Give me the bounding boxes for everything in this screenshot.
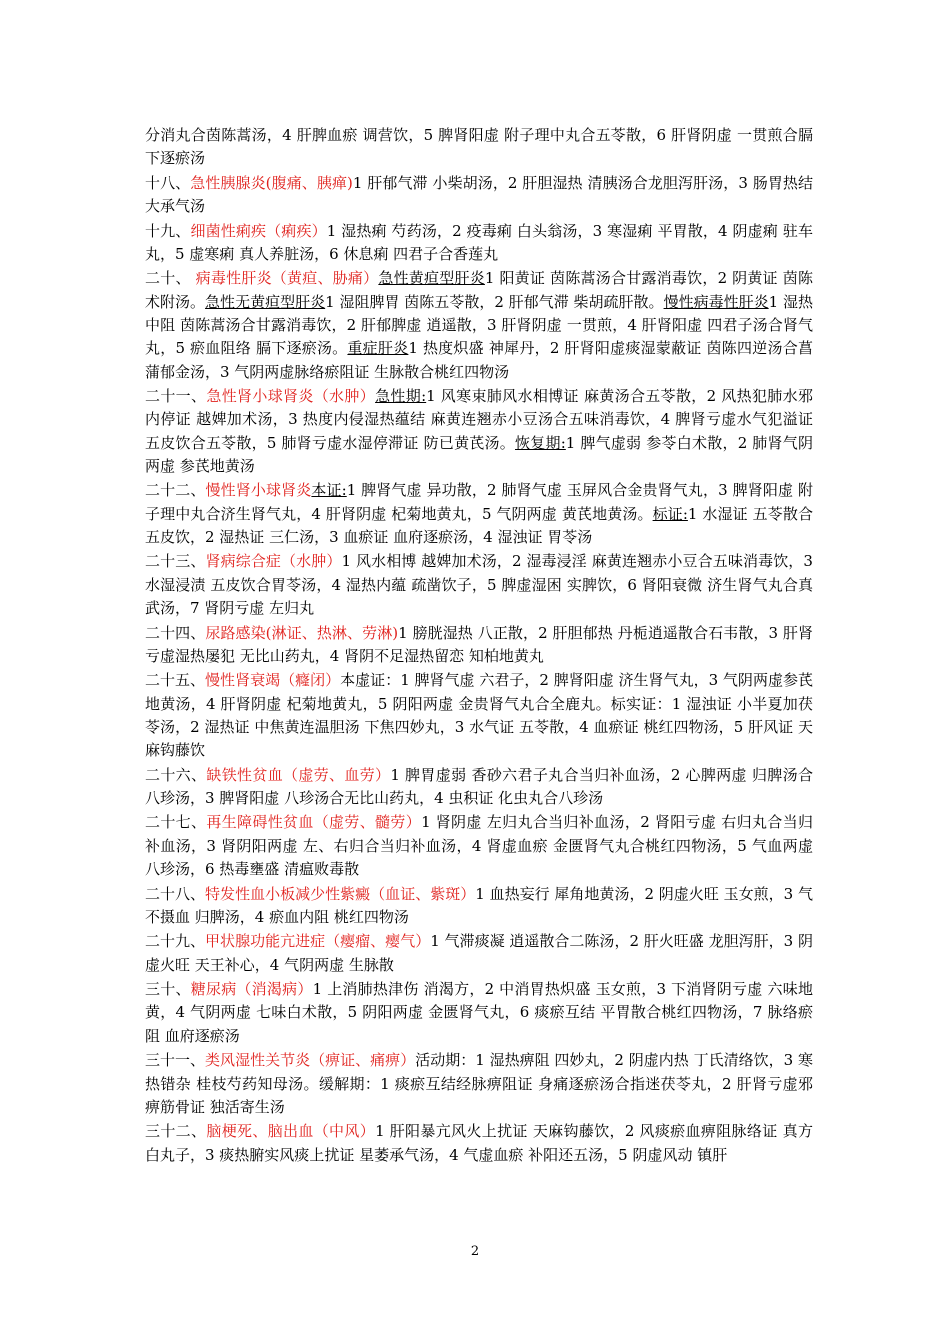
paragraph <box>145 385 813 478</box>
subheading-underlined: 本证: <box>311 481 347 500</box>
disease-heading: 急性胰腺炎(腹痛、胰瘅) <box>190 173 353 192</box>
subheading-underlined: 恢复期: <box>515 433 566 452</box>
subheading-underlined: 重症肝炎 <box>347 339 409 358</box>
paragraph <box>145 669 813 762</box>
text-run: 三十、 <box>145 980 191 999</box>
text-run: 十九、 <box>145 221 191 240</box>
text-run: 1 脾肾气虚 异功散，2 肺肾气虚 玉屏风合金贵肾气丸，3 脾肾阳虚 附子理中丸合济生肾气丸，4 肝肾阴虚 杞菊地黄丸，5 气阴两虚 黄芪地黄汤。 <box>145 481 813 523</box>
document-body <box>145 124 813 1168</box>
subheading-underlined: 标证: <box>652 504 688 523</box>
disease-heading: 肾病综合症（水肿） <box>205 552 342 571</box>
disease-heading: 特发性血小板减少性紫癜（血证、紫斑） <box>205 884 476 903</box>
text-run: 1 湿阻脾胃 茵陈五苓散，2 肝郁气滞 柴胡疏肝散。 <box>325 292 664 311</box>
text-run: 十八、 <box>145 173 191 192</box>
paragraph <box>145 267 813 383</box>
text-run: 活动期：1 湿热痹阻 四妙丸，2 阴虚内热 丁氏清络饮，3 寒热错杂 桂枝芍药知母汤。缓解期：1 痰瘀互结经脉痹阻证 身痛逐瘀汤合指迷茯苓丸，2 肝肾亏虚邪痹筋骨证 独活寄生汤 <box>145 1051 813 1116</box>
text-run: 1 水湿证 五苓散合五皮饮，2 湿热证 三仁汤，3 血瘀证 血府逐瘀汤，4 湿浊证 胃苓汤 <box>145 504 813 546</box>
text-run: 二十八、 <box>145 884 206 903</box>
text-run: 二十九、 <box>145 932 206 951</box>
paragraph <box>145 1120 813 1167</box>
disease-heading: 尿路感染(淋证、热淋、劳淋) <box>205 623 399 642</box>
text-run: 本虚证：1 脾肾气虚 六君子，2 脾肾阳虚 济生肾气丸，3 气阴两虚参芪地黄汤，4 肝肾阴虚 杞菊地黄丸，5 阴阳两虚 金贵肾气丸合全鹿丸。标实证：1 湿浊证 小半夏加茯苓汤，2 湿热证 中焦黄连温胆汤 下焦四妙丸，3 水气证 五苓散，4 血瘀证 桃红四物汤，5 肝风证 天麻钩藤饮 <box>145 671 813 760</box>
paragraph <box>145 883 813 930</box>
disease-heading: 脑梗死、脑出血（中风） <box>206 1122 376 1141</box>
text-run: 1 风寒束肺风水相博证 麻黄汤合五苓散，2 风热犯肺水邪内停证 越婢加术汤，3 热度内侵湿热蕴结 麻黄连翘赤小豆汤合五味消毒饮，4 脾肾亏虚水气犯溢证 五皮饮合五苓散，5 肺肾亏虚水湿停滞证 防已黄芪汤。 <box>145 387 813 452</box>
text-run: 二十五、 <box>145 671 206 690</box>
paragraph <box>145 930 813 977</box>
text-run: 1 肾阴虚 左归丸合当归补血汤，2 肾阳亏虚 右归丸合当归补血汤，3 肾阴阳两虚 左、右归合当归补血汤，4 肾虚血瘀 金匮肾气丸合桃红四物汤，5 气血两虚 八珍汤，6 热毒壅盛 清瘟败毒散 <box>145 813 813 879</box>
paragraph <box>145 124 813 171</box>
subheading-underlined: 急性期: <box>375 387 427 406</box>
disease-heading: 缺铁性贫血（虚劳、血劳） <box>206 765 391 784</box>
disease-heading: 类风湿性关节炎（痹证、痛痹） <box>205 1051 416 1070</box>
paragraph <box>145 172 813 219</box>
disease-heading: 细菌性痢疾（痢疾） <box>190 221 327 240</box>
paragraph <box>145 479 813 549</box>
paragraph <box>145 622 813 669</box>
text-run: 二十一、 <box>145 387 207 406</box>
text-run: 1 风水相博 越婢加术汤，2 湿毒浸淫 麻黄连翘赤小豆合五味消毒饮，3 水湿浸渍 五皮饮合胃苓汤，4 湿热内蕴 疏凿饮子，5 脾虚湿困 实脾饮，6 肾阳衰微 济生肾气丸合真武汤，7 肾阴亏虚 左归丸 <box>145 552 813 618</box>
text-run: 二十、 <box>145 269 196 288</box>
text-run: 二十六、 <box>145 765 207 784</box>
text-run: 1 阳黄证 茵陈蒿汤合甘露消毒饮，2 阴黄证 茵陈术附汤。 <box>145 269 813 311</box>
text-run: 1 血热妄行 犀角地黄汤，2 阴虚火旺 玉女煎，3 气不摄血 归脾汤，4 瘀血内阻 桃红四物汤 <box>145 884 813 926</box>
paragraph <box>145 978 813 1048</box>
page-number: 2 <box>470 1244 480 1259</box>
subheading-underlined: 急性黄疸型肝炎 <box>378 269 485 288</box>
disease-heading: 慢性肾小球肾炎 <box>205 481 312 500</box>
text-run: 1 肝阳暴亢风火上扰证 天麻钩藤饮，2 风痰瘀血痹阻脉络证 真方白丸子，3 痰热腑实风痰上扰证 星萎承气汤，4 气虚血瘀 补阳还五汤，5 阴虚风动 镇肝 <box>145 1122 813 1164</box>
disease-heading: 糖尿病（消渴病） <box>190 980 313 999</box>
text-run: 1 湿热中阻 茵陈蒿汤合甘露消毒饮，2 肝郁脾虚 逍遥散，3 肝肾阴虚 一贯煎，4 肝肾阳虚 四君子汤合肾气丸，5 瘀血阻络 膈下逐瘀汤。 <box>145 292 813 358</box>
paragraph <box>145 764 813 811</box>
disease-heading: 再生障碍性贫血（虚劳、髓劳） <box>206 813 422 832</box>
text-run: 1 脾气虚弱 参苓白术散，2 肺肾气阴两虚 参芪地黄汤 <box>145 433 813 475</box>
text-run: 1 热度炽盛 神犀丹，2 肝肾阳虚痰湿蒙蔽证 茵陈四逆汤合菖蒲郁金汤，3 气阴两虚脉络瘀阻证 生脉散合桃红四物汤 <box>145 339 813 381</box>
text-run: 二十四、 <box>145 623 206 642</box>
text-run: 二十二、 <box>145 481 206 500</box>
paragraph <box>145 220 813 267</box>
disease-heading: 甲状腺功能亢进症（瘿瘤、瘿气） <box>205 932 431 951</box>
text-run: 1 气滞痰凝 逍遥散合二陈汤，2 肝火旺盛 龙胆泻肝，3 阴虚火旺 天王补心，4 气阴两虚 生脉散 <box>145 932 813 974</box>
subheading-underlined: 慢性病毒性肝炎 <box>663 292 769 311</box>
text-run: 1 脾胃虚弱 香砂六君子丸合当归补血汤，2 心脾两虚 归脾汤合八珍汤，3 脾肾阳虚 八珍汤合无比山药丸，4 虫积证 化虫丸合八珍汤 <box>145 765 813 807</box>
text-run: 二十七、 <box>145 813 207 832</box>
subheading-underlined: 急性无黄疸型肝炎 <box>205 292 326 311</box>
text-run: 1 湿热痢 芍药汤，2 疫毒痢 白头翁汤，3 寒湿痢 平胃散，4 阴虚痢 驻车丸，5 虚寒痢 真人养脏汤，6 休息痢 四君子合香莲丸 <box>145 221 813 263</box>
disease-heading: 急性肾小球肾炎（水肿） <box>206 387 376 406</box>
paragraph <box>145 1049 813 1119</box>
text-run: 二十三、 <box>145 552 206 571</box>
text-run: 三十二、 <box>145 1122 207 1141</box>
paragraph <box>145 550 813 620</box>
text-run: 1 上消肺热津伤 消渴方，2 中消胃热炽盛 玉女煎，3 下消肾阴亏虚 六味地黄，4 气阴两虚 七味白术散，5 阴阳两虚 金匮肾气丸，6 痰瘀互结 平胃散合桃红四物汤，7 脉络瘀阻 血府逐瘀汤 <box>145 980 813 1045</box>
text-run: 1 肝郁气滞 小柴胡汤，2 肝胆湿热 清胰汤合龙胆泻肝汤，3 肠胃热结 大承气汤 <box>145 173 813 216</box>
text-run: 分消丸合茵陈蒿汤，4 肝脾血瘀 调营饮，5 脾肾阳虚 附子理中丸合五苓散，6 肝肾阴虚 一贯煎合膈下逐瘀汤 <box>145 126 813 168</box>
disease-heading: 慢性肾衰竭（癃闭） <box>205 671 341 690</box>
disease-heading: 病毒性肝炎（黄疸、胁痛） <box>195 269 379 288</box>
text-run: 三十一、 <box>145 1051 206 1070</box>
text-run: 1 膀胱湿热 八正散，2 肝胆郁热 丹栀逍遥散合石韦散，3 肝肾亏虚湿热屡犯 无比山药丸，4 肾阴不足湿热留恋 知柏地黄丸 <box>145 623 813 665</box>
paragraph <box>145 811 813 881</box>
